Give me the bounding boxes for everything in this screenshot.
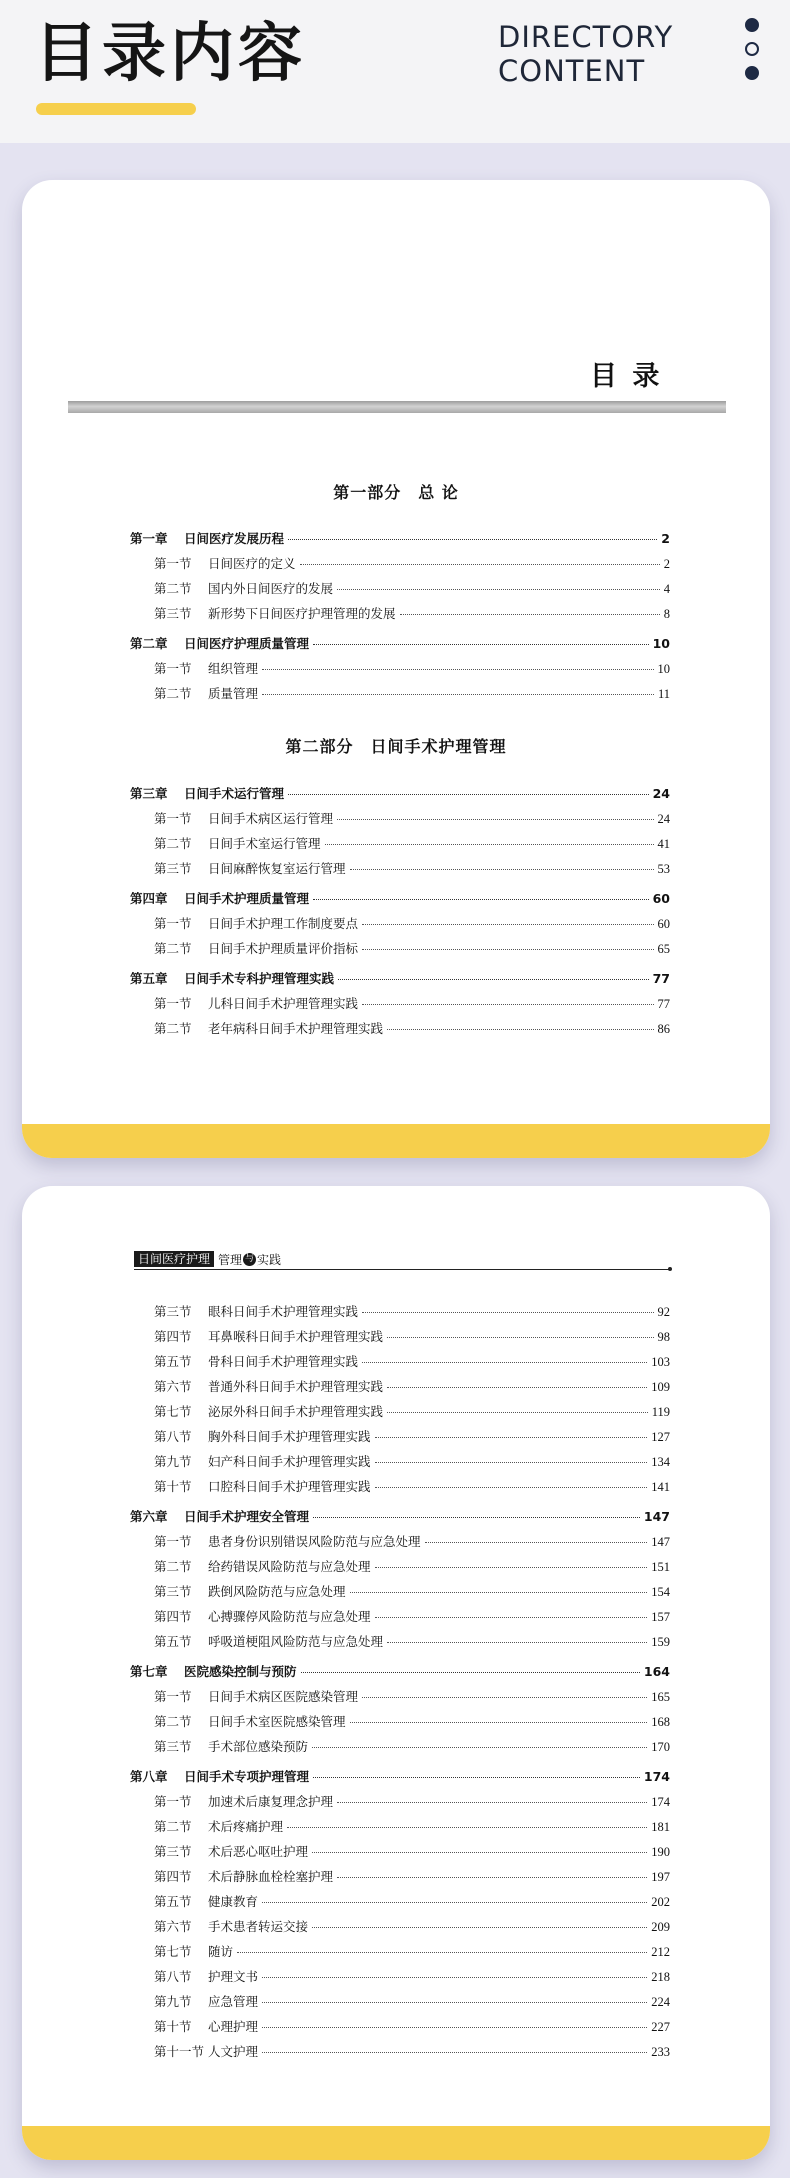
toc-entry-label: 第十一节: [154, 2045, 205, 2059]
dot-leader: [262, 1977, 647, 1978]
toc-section-row: [154, 1532, 670, 1550]
card-footer-band: [22, 1124, 770, 1158]
toc-entry-label: 第一节: [154, 1690, 192, 1704]
toc-entry-title: 日间手术护理质量管理: [184, 891, 310, 906]
toc-entry-title: 医院感染控制与预防: [184, 1664, 297, 1679]
toc-entry-page: 147: [651, 1535, 670, 1549]
dot-leader: [337, 1877, 647, 1878]
toc-chapter-row: [130, 1767, 670, 1785]
dot-leader: [287, 1827, 647, 1828]
toc-entry-title: 日间手术专项护理管理: [184, 1769, 310, 1784]
toc-section-row: [154, 1477, 670, 1495]
toc-entry-label: 第三节: [154, 1740, 192, 1754]
page-header: [0, 0, 790, 143]
dot-leader: [312, 1927, 647, 1928]
toc-entry-page: 212: [651, 1945, 670, 1959]
toc-entry-label: 第二节: [154, 1022, 192, 1036]
toc-entry-page: 11: [657, 687, 670, 701]
toc-chapter-row: [130, 969, 670, 987]
dot-leader: [400, 614, 660, 615]
dot-leader: [375, 1462, 648, 1463]
toc-entry-page: 60: [652, 891, 670, 906]
toc-entry-page: 174: [643, 1769, 670, 1784]
dot-leader: [337, 589, 660, 590]
dot-leader: [312, 1852, 647, 1853]
toc-entry-label: 第四节: [154, 1610, 192, 1624]
toc-entry-title: 术后静脉血栓栓塞护理: [208, 1870, 334, 1884]
dot-leader: [337, 819, 653, 820]
toc-entry-label: 第六节: [154, 1380, 192, 1394]
toc-entry-label: 第一章: [130, 531, 168, 546]
toc-entry-title: 患者身份识别错误风险防范与应急处理: [208, 1535, 421, 1549]
toc-section-row: [154, 1792, 670, 1810]
toc-entry-title: 手术患者转运交接: [208, 1920, 309, 1934]
toc-entry-page: 86: [657, 1022, 670, 1036]
toc-section-row: [154, 1712, 670, 1730]
dot-leader: [362, 1004, 653, 1005]
dot-leader: [425, 1542, 648, 1543]
toc-section-row: [154, 1302, 670, 1320]
toc-entry-page: 2: [663, 557, 670, 571]
dot-leader: [262, 2002, 647, 2003]
toc-section-row: [154, 684, 670, 702]
toc-entry-page: 233: [651, 2045, 670, 2059]
running-head-text: 实践: [257, 1252, 282, 1267]
toc-entry-page: 65: [657, 942, 670, 956]
toc-entry-page: 2: [661, 531, 670, 546]
toc-entry-page: 127: [651, 1430, 670, 1444]
toc-entry-page: 202: [651, 1895, 670, 1909]
hollow-dot-icon: [745, 42, 759, 56]
toc-chapter-row: [130, 634, 670, 652]
toc-entry-title: 日间手术病区医院感染管理: [208, 1690, 359, 1704]
toc-entry-title: 眼科日间手术护理管理实践: [208, 1305, 359, 1319]
toc-entry-label: 第二节: [154, 1715, 192, 1729]
toc-entry-page: 77: [652, 971, 670, 986]
toc-section-row: [154, 1817, 670, 1835]
toc-entry-label: 第十节: [154, 1480, 192, 1494]
dot-leader: [313, 899, 649, 900]
header-english-title: [498, 20, 673, 88]
toc-entry-page: 134: [651, 1455, 670, 1469]
running-head: [134, 1250, 670, 1268]
card-footer-band: [22, 2126, 770, 2160]
toc-entry-page: 41: [657, 837, 670, 851]
dot-leader: [301, 1672, 640, 1673]
toc-entry-label: 第四节: [154, 1330, 192, 1344]
dot-leader: [262, 669, 653, 670]
toc-entry-title: 随访: [208, 1945, 234, 1959]
toc-entry-page: 170: [651, 1740, 670, 1754]
toc-entry-title: 人文护理: [208, 2045, 259, 2059]
toc-section-row: [154, 1377, 670, 1395]
toc-section-row: [154, 1327, 670, 1345]
dot-leader: [362, 1312, 653, 1313]
dot-leader: [288, 794, 649, 795]
toc-heading-rule: [68, 401, 726, 413]
toc-entry-label: 第五章: [130, 971, 168, 986]
toc-section-row: [154, 1687, 670, 1705]
toc-entry-title: 手术部位感染预防: [208, 1740, 309, 1754]
dot-leader: [387, 1337, 653, 1338]
toc-section-row: [154, 1557, 670, 1575]
dot-leader: [313, 1517, 640, 1518]
toc-entry-label: 第一节: [154, 1535, 192, 1549]
toc-entry-label: 第九节: [154, 1995, 192, 2009]
dots-decoration: [745, 18, 761, 90]
toc-entry-page: 92: [657, 1305, 670, 1319]
toc-entry-page: 98: [657, 1330, 670, 1344]
toc-entry-label: 第四章: [130, 891, 168, 906]
toc-entry-page: 77: [657, 997, 670, 1011]
toc-entry-page: 103: [651, 1355, 670, 1369]
dot-leader: [313, 644, 649, 645]
dot-leader: [288, 539, 657, 540]
toc-entry-page: 224: [651, 1995, 670, 2009]
toc-entry-page: 8: [663, 607, 670, 621]
toc-section-row: [154, 834, 670, 852]
toc-entry-title: 护理文书: [208, 1970, 259, 1984]
toc-chapter-row: [130, 1662, 670, 1680]
toc-section-row: [154, 1967, 670, 1985]
toc-entry-label: 第二节: [154, 687, 192, 701]
header-en-line1: DIRECTORY: [498, 20, 674, 54]
toc-entry-label: 第二节: [154, 1820, 192, 1834]
toc-entry-label: 第一节: [154, 812, 192, 826]
toc-section-row: [154, 1892, 670, 1910]
toc-entry-page: 24: [652, 786, 670, 801]
toc-entry-title: 妇产科日间手术护理管理实践: [208, 1455, 371, 1469]
toc-entry-page: 165: [651, 1690, 670, 1704]
toc-entry-title: 口腔科日间手术护理管理实践: [208, 1480, 371, 1494]
toc-entry-title: 术后疼痛护理: [208, 1820, 284, 1834]
toc-section-row: [154, 1867, 670, 1885]
toc-entry-page: 10: [652, 636, 670, 651]
dot-leader: [338, 979, 649, 980]
dot-leader: [362, 1697, 647, 1698]
running-head-box: 日间医疗护理: [134, 1251, 214, 1267]
toc-entry-label: 第三章: [130, 786, 168, 801]
toc-entry-page: 60: [657, 917, 670, 931]
toc-entry-title: 心理护理: [208, 2020, 259, 2034]
dot-leader: [387, 1387, 647, 1388]
dot-leader: [362, 949, 653, 950]
toc-entry-title: 国内外日间医疗的发展: [208, 582, 334, 596]
toc-entry-label: 第三节: [154, 1845, 192, 1859]
toc-section-row: [154, 1917, 670, 1935]
toc-chapter-row: [130, 784, 670, 802]
toc-section-row: [154, 1452, 670, 1470]
toc-section-row: [154, 914, 670, 932]
toc-section-row: [154, 1842, 670, 1860]
toc-entry-label: 第五节: [154, 1635, 192, 1649]
dot-leader: [362, 924, 653, 925]
toc-entry-label: 第三节: [154, 1585, 192, 1599]
toc-entry-label: 第二节: [154, 837, 192, 851]
toc-entry-label: 第三节: [154, 607, 192, 621]
toc-section-row: [154, 659, 670, 677]
toc-entry-title: 组织管理: [208, 662, 259, 676]
toc-section-row: [154, 994, 670, 1012]
toc-entry-label: 第二节: [154, 1560, 192, 1574]
toc-entry-page: 147: [643, 1509, 670, 1524]
toc-section-row: [154, 1607, 670, 1625]
toc-section-row: [154, 859, 670, 877]
toc-section-row: [154, 1582, 670, 1600]
toc-entry-label: 第七节: [154, 1405, 192, 1419]
toc-entry-page: 181: [651, 1820, 670, 1834]
toc-entry-page: 197: [651, 1870, 670, 1884]
toc-entry-label: 第二节: [154, 582, 192, 596]
toc-entry-page: 227: [651, 2020, 670, 2034]
toc-entry-label: 第五节: [154, 1895, 192, 1909]
toc-section-row: [154, 1992, 670, 2010]
toc-entry-label: 第一节: [154, 662, 192, 676]
running-head-text: 管理: [218, 1252, 243, 1267]
toc-entry-page: 4: [663, 582, 670, 596]
toc-section-row: [154, 554, 670, 572]
toc-section-row: [154, 1737, 670, 1755]
toc-entry-title: 日间手术室运行管理: [208, 837, 321, 851]
toc-entry-label: 第七章: [130, 1664, 168, 1679]
part-title: 第一部分 总 论: [333, 483, 459, 502]
toc-entry-title: 加速术后康复理念护理: [208, 1795, 334, 1809]
toc-entry-page: 53: [657, 862, 670, 876]
toc-entry-title: 泌尿外科日间手术护理管理实践: [208, 1405, 384, 1419]
toc-section-row: [154, 579, 670, 597]
toc-section-row: [154, 2042, 670, 2060]
toc-entry-page: 10: [657, 662, 670, 676]
toc-entry-label: 第六章: [130, 1509, 168, 1524]
toc-entry-page: 151: [651, 1560, 670, 1574]
toc-entry-title: 健康教育: [208, 1895, 259, 1909]
dot-leader: [350, 869, 654, 870]
toc-entry-title: 老年病科日间手术护理管理实践: [208, 1022, 384, 1036]
toc-entry-page: 141: [651, 1480, 670, 1494]
toc-entry-title: 术后恶心呕吐护理: [208, 1845, 309, 1859]
toc-entry-page: 157: [651, 1610, 670, 1624]
toc-entry-label: 第九节: [154, 1455, 192, 1469]
toc-section-row: [154, 1019, 670, 1037]
toc-entry-page: 218: [651, 1970, 670, 1984]
toc-chapter-row: [130, 1507, 670, 1525]
toc-section-row: [154, 604, 670, 622]
toc-entry-page: 159: [651, 1635, 670, 1649]
toc-entry-title: 胸外科日间手术护理管理实践: [208, 1430, 371, 1444]
toc-entry-label: 第三节: [154, 1305, 192, 1319]
toc-entry-page: 24: [657, 812, 670, 826]
toc-entry-label: 第一节: [154, 557, 192, 571]
toc-entry-page: 164: [643, 1664, 670, 1679]
toc-entry-page: 168: [651, 1715, 670, 1729]
toc-chapter-row: [130, 889, 670, 907]
toc-entry-title: 日间手术护理质量评价指标: [208, 942, 359, 956]
toc-entry-label: 第四节: [154, 1870, 192, 1884]
toc-page-2: [22, 1186, 770, 2160]
toc-entry-title: 质量管理: [208, 687, 259, 701]
toc-heading: 目 录: [590, 361, 663, 392]
toc-entry-title: 呼吸道梗阻风险防范与应急处理: [208, 1635, 384, 1649]
toc-entry-label: 第八节: [154, 1430, 192, 1444]
toc-entry-title: 给药错误风险防范与应急处理: [208, 1560, 371, 1574]
dot-leader: [262, 2027, 647, 2028]
toc-entry-label: 第五节: [154, 1355, 192, 1369]
toc-entry-label: 第六节: [154, 1920, 192, 1934]
toc-section-row: [154, 1402, 670, 1420]
toc-entry-title: 日间手术护理工作制度要点: [208, 917, 359, 931]
toc-section-row: [154, 939, 670, 957]
toc-entry-title: 骨科日间手术护理管理实践: [208, 1355, 359, 1369]
header-en-line2: CONTENT: [498, 54, 646, 88]
dot-icon: [745, 18, 759, 32]
dot-leader: [262, 1902, 647, 1903]
dot-leader: [312, 1747, 647, 1748]
toc-entry-title: 日间医疗发展历程: [184, 531, 285, 546]
toc-entry-label: 第八节: [154, 1970, 192, 1984]
toc-entry-label: 第八章: [130, 1769, 168, 1784]
toc-section-row: [154, 1632, 670, 1650]
dot-leader: [350, 1722, 648, 1723]
dot-leader: [262, 2052, 647, 2053]
toc-section-row: [154, 2017, 670, 2035]
dot-leader: [313, 1777, 640, 1778]
toc-entry-title: 普通外科日间手术护理管理实践: [208, 1380, 384, 1394]
dot-leader: [387, 1029, 653, 1030]
toc-entry-label: 第一节: [154, 1795, 192, 1809]
toc-entry-label: 第二章: [130, 636, 168, 651]
toc-chapter-row: [130, 529, 670, 547]
dot-leader: [387, 1412, 648, 1413]
toc-entry-title: 儿科日间手术护理管理实践: [208, 997, 359, 1011]
part-title: 第二部分 日间手术护理管理: [285, 737, 507, 756]
toc-entry-title: 日间麻醉恢复室运行管理: [208, 862, 346, 876]
toc-entry-title: 日间手术病区运行管理: [208, 812, 334, 826]
toc-page-1: [22, 180, 770, 1158]
toc-section-row: [154, 809, 670, 827]
toc-entry-title: 日间手术专科护理管理实践: [184, 971, 335, 986]
toc-entry-title: 日间手术室医院感染管理: [208, 1715, 346, 1729]
toc-entry-label: 第一节: [154, 917, 192, 931]
toc-entry-label: 第七节: [154, 1945, 192, 1959]
dot-leader: [300, 564, 660, 565]
toc-section-row: [154, 1352, 670, 1370]
dot-leader: [375, 1437, 648, 1438]
toc-entry-title: 日间医疗护理质量管理: [184, 636, 310, 651]
toc-entry-page: 119: [651, 1405, 670, 1419]
toc-entry-label: 第三节: [154, 862, 192, 876]
dot-leader: [375, 1487, 648, 1488]
header-accent-bar: [36, 103, 196, 115]
dot-leader: [387, 1642, 647, 1643]
toc-entry-page: 209: [651, 1920, 670, 1934]
dot-leader: [262, 694, 654, 695]
toc-entry-title: 应急管理: [208, 1995, 259, 2009]
toc-entry-title: 日间手术运行管理: [184, 786, 285, 801]
dot-leader: [350, 1592, 648, 1593]
toc-entry-title: 耳鼻喉科日间手术护理管理实践: [208, 1330, 384, 1344]
header-title: 目录内容: [34, 17, 306, 91]
toc-entry-label: 第十节: [154, 2020, 192, 2034]
dot-icon: [745, 66, 759, 80]
dot-leader: [237, 1952, 647, 1953]
toc-entry-title: 跌倒风险防范与应急处理: [208, 1585, 346, 1599]
toc-entry-label: 第一节: [154, 997, 192, 1011]
dot-leader: [375, 1567, 648, 1568]
dot-leader: [362, 1362, 647, 1363]
toc-entry-label: 第二节: [154, 942, 192, 956]
running-head-circle: 与: [245, 1253, 255, 1264]
dot-leader: [337, 1802, 647, 1803]
toc-entry-page: 109: [651, 1380, 670, 1394]
running-head-rule: [134, 1269, 670, 1270]
toc-section-row: [154, 1427, 670, 1445]
toc-section-row: [154, 1942, 670, 1960]
toc-entry-title: 日间医疗的定义: [208, 557, 296, 571]
dot-leader: [325, 844, 654, 845]
dot-leader: [375, 1617, 648, 1618]
toc-entry-title: 新形势下日间医疗护理管理的发展: [208, 607, 396, 621]
toc-entry-page: 190: [651, 1845, 670, 1859]
toc-entry-title: 日间手术护理安全管理: [184, 1509, 310, 1524]
toc-entry-title: 心搏骤停风险防范与应急处理: [208, 1610, 371, 1624]
toc-entry-page: 154: [651, 1585, 670, 1599]
toc-entry-page: 174: [651, 1795, 670, 1809]
